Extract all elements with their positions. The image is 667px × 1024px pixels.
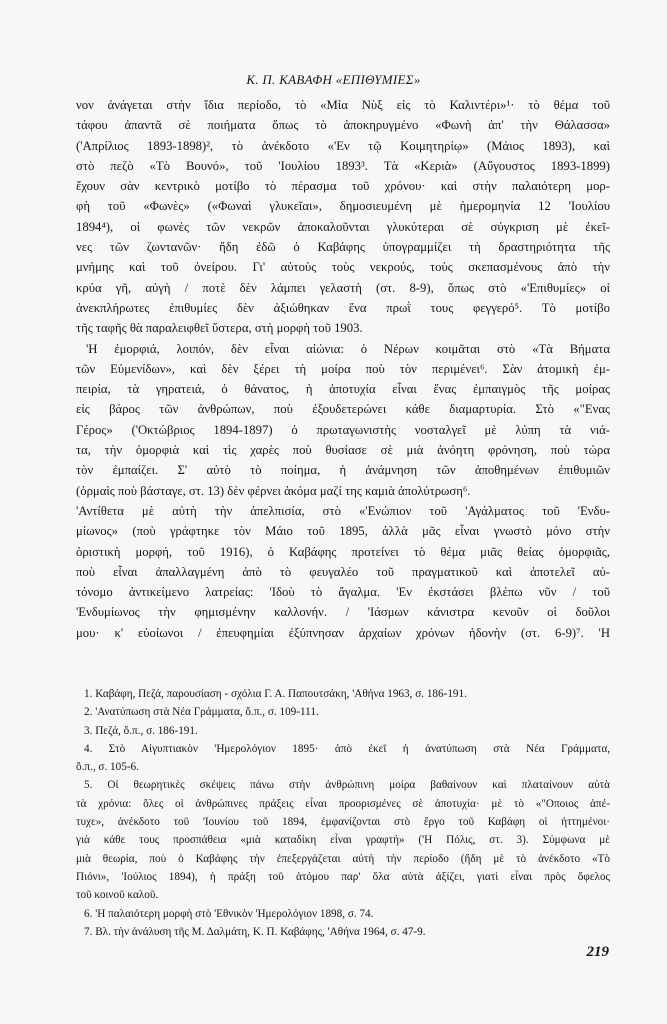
text-line: νον ἀνάγεται στὴν ἴδια περίοδο, τὸ «Μία Νὺξ εἰς τὸ Καλιντέρι»¹· τὸ θέμα τοῦ bbox=[76, 98, 610, 112]
footnote-2: 2. 'Ανατύπωση στὰ Νέα Γράμματα, ὅ.π., σ. 109-111. bbox=[84, 706, 319, 719]
footnote-1: 1. Καβάφη, Πεζά, παρουσίαση - σχόλια Γ. Α. Παπουτσάκη, 'Αθήνα 1963, σ. 186-191. bbox=[84, 688, 467, 700]
footnote-continuation: τὰ χρόνια: ὅλες οἱ ἀνθρώπινες πράξεις εἶναι προορισμένες σὲ ἀποτυχία· μὲ τὸ «"Οποιος ἀπέ- bbox=[76, 797, 610, 810]
text-line: στὸ πεζὸ «Τὸ Βουνό», τοῦ 'Ιουλίου 1893³. Τὰ «Κεριὰ» (Αὔγουστος 1893-1899) bbox=[76, 158, 610, 173]
main-text bbox=[76, 95, 610, 643]
running-header: Κ. Π. ΚΑΒΑΦΗ «ΕΠΙΘΥΜΙΕΣ» bbox=[246, 72, 421, 87]
text-line: 'Ενδυμίωνος τὴν φημισμένην καλλονήν. / 'Ιάσμων κάνιστρα κενοῦν οἱ δοῦλοι bbox=[76, 605, 610, 620]
text-line: τῶν Εὐμενίδων», καὶ δὲν ξέρει τὴ μοίρα ποὺ τὸν περιμένει⁶. Σὰν ἀτομικὴ ἐμ- bbox=[76, 361, 610, 376]
text-line: ὁριστικὴ μορφή, τοῦ 1916), ὁ Καβάφης προτείνει τὸ θέμα μιᾶς θείας ὀμορφιᾶς, bbox=[76, 544, 610, 559]
footnote-3: 3. Πεζά, ὅ.π., σ. 186-191. bbox=[84, 724, 198, 737]
footnote-continuation: Πιόνι», 'Ιούλιος 1894), ἡ πράξη τοῦ ἀτόμου παρ' ὅλα αὐτὰ ἀξίζει, γιατὶ εἶναι πρὸς ὄφελος bbox=[76, 870, 610, 883]
text-line: μου· κ' εὐοίωνοι / ἐπευφημίαι ἐξύπνησαν ἀρχαίων χρόνων ἡδονὴν (στ. 6-9)⁷. 'Η bbox=[76, 625, 610, 640]
footnote-4: 4. Στὸ Αἰγυπτιακὸν 'Ημερολόγιον 1895· ἀπὸ ἐκεῖ ἡ ἀνατύπωση στὰ Νέα Γράμματα, bbox=[84, 742, 610, 755]
text-line: 'Αντίθετα μὲ αὐτὴ τὴν ἀπελπισία, στὸ «'Ενώπιον τοῦ 'Αγάλματος τοῦ 'Ενδυ- bbox=[76, 503, 610, 518]
footnote-continuation: τοῦ κοινοῦ καλοῦ. bbox=[76, 889, 159, 902]
text-line: μνήμης καὶ τοῦ ὀνείρου. Γι' αὐτοὺς τοὺς νεκρούς, τοὺς σκεπασμένους ἀπὸ τὴν bbox=[76, 260, 610, 275]
text-line: νες τῶν ζωντανῶν· ἤδη ἐδῶ ὁ Καβάφης ὑπογραμμίζει τὴ δραστηριότητα τῆς bbox=[76, 240, 610, 255]
text-line: 'Η ἐμορφιά, λοιπόν, δὲν εἶναι αἰώνια: ὁ Νέρων κοιμᾶται στὸ «Τὰ Βήματα bbox=[86, 341, 610, 356]
text-line: ('Απρίλιος 1893-1898)², τὸ ἀνέκδοτο «'Εν τῷ Κοιμητηρίῳ» (Μάιος 1893), καὶ bbox=[76, 138, 610, 153]
text-line: τα, τὴν ὀμορφιὰ καὶ τὶς χαρὲς ποὺ θυσίασε σὲ μιὰ ἀνόητη φρόνηση, ποὺ τώρα bbox=[76, 443, 610, 458]
page-number: 219 bbox=[586, 944, 609, 960]
text-line: τὸν ἐμπαίζει. Σ' αὐτὸ τὸ ποίημα, ἡ ἀνάμνηση τῶν ἀποθημένων ἐπιθυμιῶν bbox=[76, 463, 610, 478]
footnote-6: 6. 'Η παλαιότερη μορφὴ στὸ 'Εθνικὸν 'Ημερολόγιον 1898, σ. 74. bbox=[84, 907, 374, 920]
text-line: μίωνος» (ποὺ γράφτηκε τὸν Μάιο τοῦ 1895, ἀλλὰ μᾶς εἶναι γνωστὸ μόνο στὴν bbox=[76, 524, 610, 539]
text-line: φὴ τοῦ «Φωνὲς» («Φωναὶ γλυκεῖαι», δημοσιευμένη μὲ ἡμερομηνία 12 'Ιουλίου bbox=[76, 199, 610, 214]
footnote-continuation: τυχε», ἀνέκδοτο τοῦ 'Ιουνίου τοῦ 1894, ἐμφανίζονται στὸ ἔργο τοῦ Καβάφη οἱ ἡττημένοι· bbox=[76, 816, 610, 829]
text-line: κρύα γῆ, αὐγὴ / ποτὲ δὲν λάμπει γελαστὴ (στ. 8-9), ὅπως στὸ «'Επιθυμίες» οἱ bbox=[76, 280, 610, 295]
text-line: εἰς βάρος τῶν ἀνθρώπων, ποὺ ἐξουδετερώνει κάθε διαμαρτυρία. Στὸ «"Ενας bbox=[76, 402, 610, 417]
footnote-7: 7. Βλ. τὴν ἀνάλυση τῆς Μ. Δαλμάτη, Κ. Π. Καβάφης, 'Αθήνα 1964, σ. 47-9. bbox=[84, 925, 426, 938]
text-line: τῆς ταφῆς θὰ παραλειφθεῖ ὕστερα, στὴ μορφὴ τοῦ 1903. bbox=[76, 321, 363, 336]
text-line: ἔχουν σὰν κεντρικὸ μοτίβο τὸ πέρασμα τοῦ χρόνου· καὶ στὴν παλαιότερη μορ- bbox=[76, 179, 610, 194]
text-line: (ὁρμαὶς ποὺ βάσταγε, στ. 13) δὲν φέρνει ἀκόμα μαζί της καμιὰ ἀπολύτρωση⁶. bbox=[76, 483, 471, 498]
text-line: Γέρος» ('Οκτώβριος 1894-1897) ὁ πρωταγωνιστὴς νοσταλγεῖ μὲ λύπη τὰ νιά- bbox=[76, 422, 610, 437]
footnote-continuation: ὅ.π., σ. 105-6. bbox=[76, 761, 139, 774]
text-line: 1894⁴), οἱ φωνὲς τῶν νεκρῶν ἀποκαλοῦνται γλυκύτεραι σὲ σύγκριση μὲ ἐκεῖ- bbox=[76, 219, 610, 234]
text-line: πειρία, τὰ γηρατειά, ὁ θάνατος, ἡ ἀποτυχία εἶναι ἕνας ἐμπαιγμὸς τῆς μοίρας bbox=[76, 382, 610, 397]
text-line: ἀνεκπλήρωτες ἐπιθυμίες δὲν ἀξιώθηκαν ἕνα πρωῒ τους φεγγερό⁵. Τὸ μοτίβο bbox=[76, 300, 610, 315]
text-line: τάφου ἀπαντᾶ σὲ ποιήματα ὅπως τὸ ἀποκηρυγμένο «Φωνὴ ἀπ' τὴν Θάλασσα» bbox=[76, 118, 610, 133]
footnote-5: 5. Οἱ θεωρητικὲς σκέψεις πάνω στὴν ἀνθρώπινη μοίρα βαθαίνουν καὶ πλαταίνουν αὐτὰ bbox=[84, 779, 610, 792]
text-line: τόνομο ἀντικείμενο λατρείας: 'Ιδοὺ τὸ ἄγαλμα. 'Εν ἐκστάσει βλέπω νῦν / τοῦ bbox=[76, 585, 610, 600]
text-line: ποὺ εἶναι ἀπαλλαγμένη ἀπὸ τὸ φευγαλέο τοῦ πραγματικοῦ καὶ ἀποτελεῖ αὐ- bbox=[76, 564, 610, 579]
footnote-continuation: γιὰ κάθε τους προσπάθεια «μιὰ καταδίκη εἶναι γραφτή» ('Η Πόλις, στ. 3). Σύμφωνα μὲ bbox=[76, 834, 610, 847]
footnote-continuation: μιὰ θεωρία, ποὺ ὁ Καβάφης τὴν ἐπεξεργάζεται αὐτὴ τὴν περίοδο (ἤδη μὲ τὸ ἀνέκδοτο «Τὸ bbox=[76, 852, 610, 865]
footnotes bbox=[76, 685, 610, 941]
